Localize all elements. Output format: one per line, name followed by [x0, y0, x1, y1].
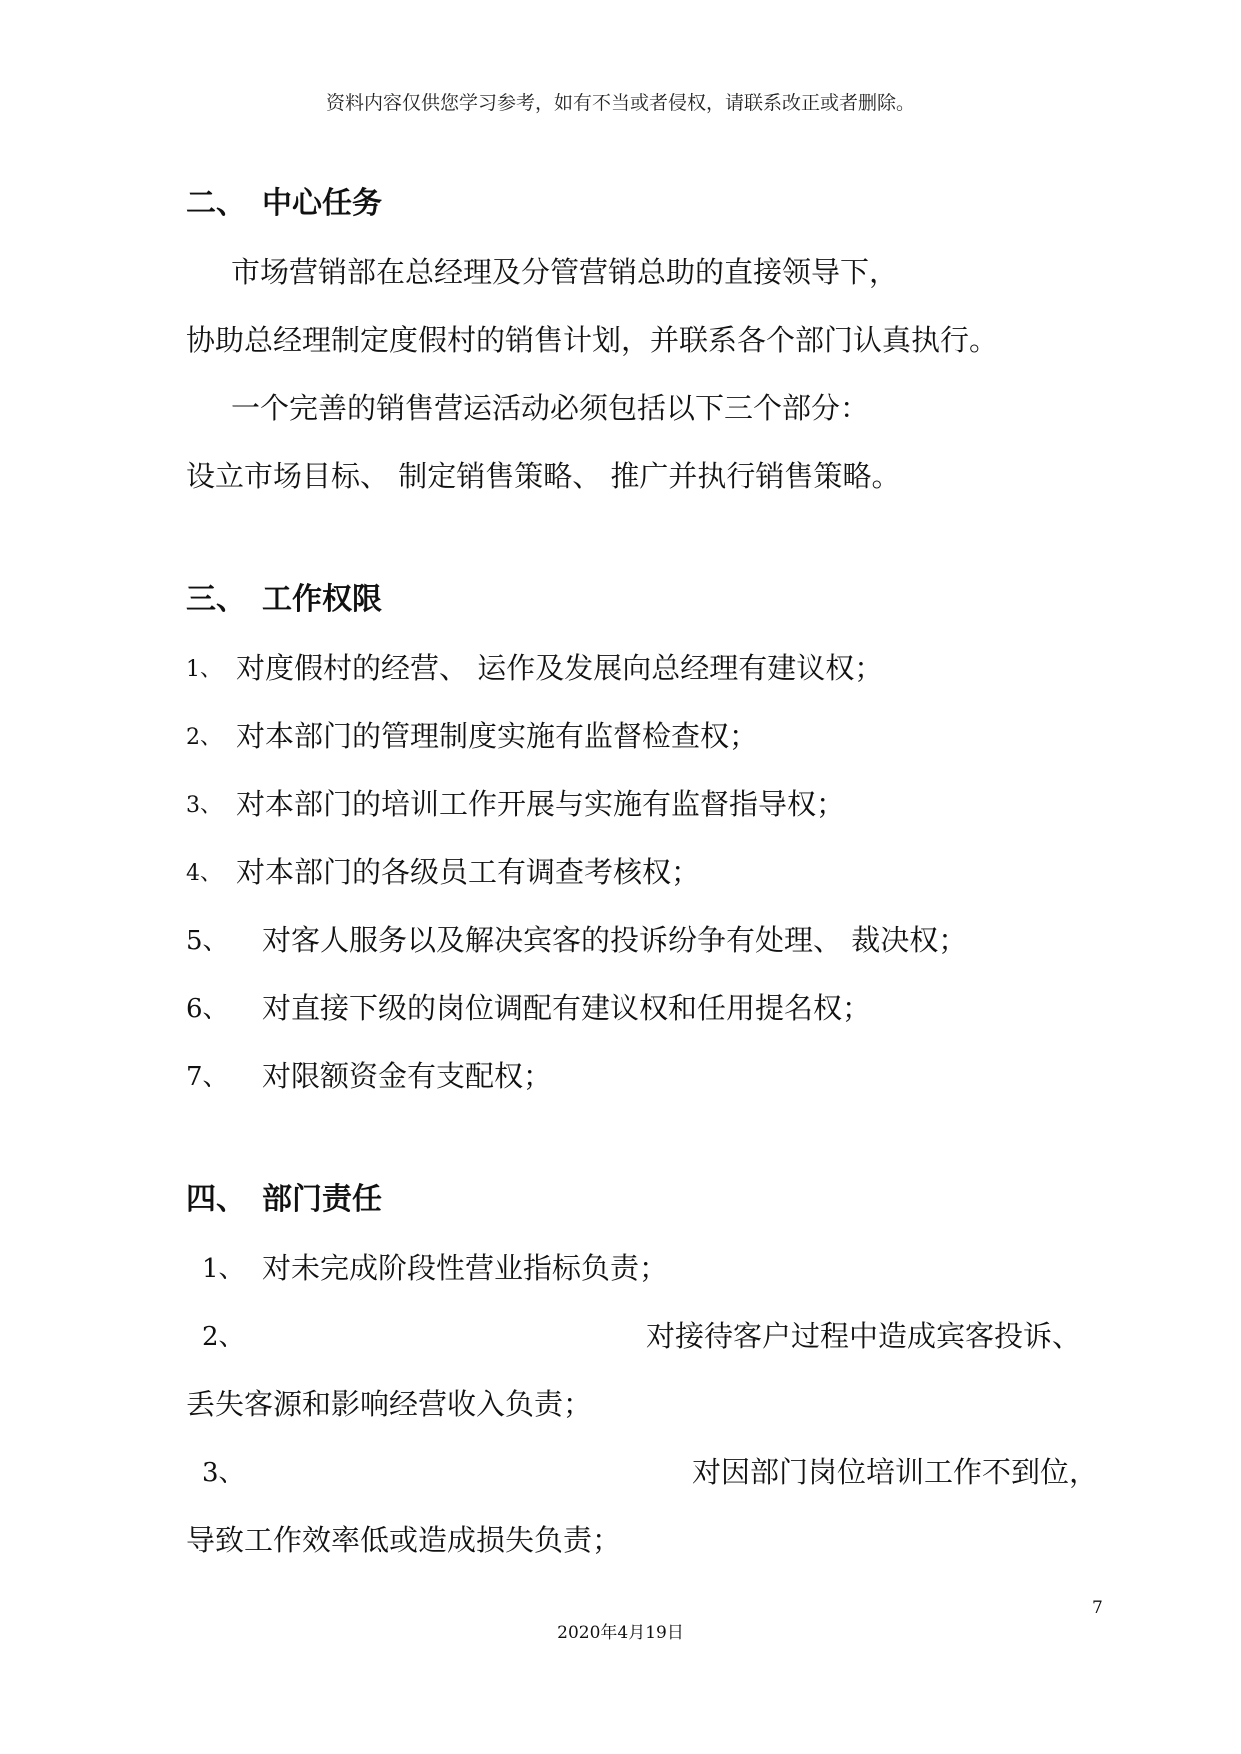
list-item: [0, 714, 1241, 754]
list-item-continuation: 丢失客源和影响经营收入负责；: [186, 1387, 593, 1421]
list-item: [0, 918, 1241, 958]
paragraph-line: 一个完善的销售营运活动必须包括以下三个部分：: [231, 391, 870, 425]
list-item: [0, 1314, 1241, 1354]
list-item-number: 1、: [202, 1254, 245, 1284]
list-item: [0, 986, 1241, 1026]
section-title: 工作权限: [262, 582, 382, 617]
list-item-text: 对度假村的经营、 运作及发展向总经理有建议权；: [236, 651, 884, 685]
header-disclaimer: 资料内容仅供您学习参考，如有不当或者侵权，请联系改正或者删除。: [325, 92, 915, 114]
section-heading-work-authority: [186, 574, 382, 618]
list-item-text: 对未完成阶段性营业指标负责；: [262, 1251, 669, 1285]
list-item-number: 4、: [186, 861, 222, 886]
list-item-text: 对本部门的各级员工有调查考核权；: [236, 855, 701, 889]
section-heading-department-responsibilities: [186, 1174, 382, 1218]
paragraph-line: 设立市场目标、 制定销售策略、 推广并执行销售策略。: [186, 459, 901, 493]
section-heading-center-tasks: [186, 178, 382, 222]
list-item-number: 5、: [186, 926, 229, 956]
section-number: 三、: [186, 582, 246, 617]
section-number: 二、: [186, 186, 246, 221]
section-title: 部门责任: [262, 1182, 382, 1217]
list-item: [0, 782, 1241, 822]
list-item-number: 3、: [202, 1458, 245, 1488]
paragraph-line: 协助总经理制定度假村的销售计划，并联系各个部门认真执行。: [186, 323, 999, 357]
list-item-text: 对本部门的管理制度实施有监督检查权；: [236, 719, 759, 753]
section-title: 中心任务: [262, 186, 382, 221]
list-item: [0, 646, 1241, 686]
list-item: [0, 1450, 1241, 1490]
list-item-text: 对客人服务以及解决宾客的投诉纷争有处理、 裁决权；: [262, 923, 968, 957]
list-item-continuation: 导致工作效率低或造成损失负责；: [186, 1523, 622, 1557]
list-item-number: 6、: [186, 994, 229, 1024]
paragraph-line: 市场营销部在总经理及分管营销总助的直接领导下，: [231, 255, 899, 289]
list-item: [0, 1054, 1241, 1094]
list-item-text: 对因部门岗位培训工作不到位，: [692, 1455, 1099, 1489]
list-item-number: 7、: [186, 1062, 229, 1092]
list-item-number: 2、: [186, 725, 222, 750]
section-number: 四、: [186, 1182, 246, 1217]
list-item-number: 2、: [202, 1322, 245, 1352]
list-item-text: 对本部门的培训工作开展与实施有监督指导权；: [236, 787, 846, 821]
list-item: [0, 1246, 1241, 1286]
list-item-number: 1、: [186, 657, 222, 682]
page-number: 7: [1092, 1598, 1103, 1618]
footer-date: 2020年4月19日: [557, 1623, 684, 1643]
list-item-text: 对限额资金有支配权；: [262, 1059, 553, 1093]
list-item-text: 对直接下级的岗位调配有建议权和任用提名权；: [262, 991, 872, 1025]
list-item-text: 对接待客户过程中造成宾客投诉、: [646, 1319, 1082, 1353]
list-item: [0, 850, 1241, 890]
list-item-number: 3、: [186, 793, 222, 818]
